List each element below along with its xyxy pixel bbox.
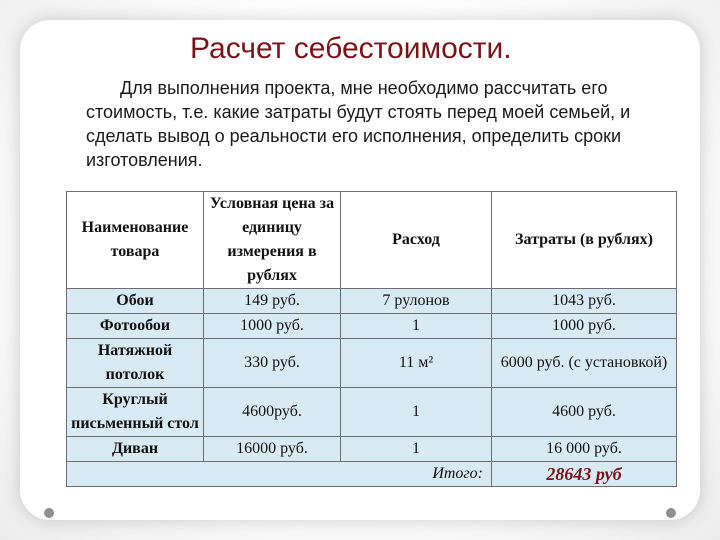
- table-row: [67, 437, 677, 462]
- table-total-row: [67, 462, 677, 487]
- slide-title: Расчет себестоимости.: [190, 32, 512, 65]
- cell-quantity: 1: [341, 388, 492, 437]
- cell-item-name: Натяжной потолок: [67, 339, 204, 388]
- table-row: [67, 339, 677, 388]
- total-label: Итого:: [67, 462, 492, 487]
- cell-cost: 4600 руб.: [492, 388, 677, 437]
- cell-unit-price: 1000 руб.: [204, 314, 341, 339]
- cell-item-name: Обои: [67, 289, 204, 314]
- cell-quantity: 1: [341, 314, 492, 339]
- header-unit-price: Условная цена за единицу измерения в рублях: [204, 192, 341, 289]
- cell-cost: 16 000 руб.: [492, 437, 677, 462]
- cell-item-name: Диван: [67, 437, 204, 462]
- cost-table: [66, 191, 677, 487]
- cell-quantity: 1: [341, 437, 492, 462]
- cell-item-name: Фотообои: [67, 314, 204, 339]
- slide-footer-dots: [44, 508, 676, 524]
- total-value: 28643 руб: [492, 462, 677, 487]
- cell-quantity: 7 рулонов: [341, 289, 492, 314]
- cell-unit-price: 16000 руб.: [204, 437, 341, 462]
- cell-cost: 1043 руб.: [492, 289, 677, 314]
- table-row: [67, 289, 677, 314]
- intro-paragraph: Для выполнения проекта, мне необходимо рассчитать его стоимость, т.е. какие затраты будут стоять перед моей семьей, и сделать вывод о реальности его исполнения, определить сроки изготовления.: [86, 78, 631, 170]
- header-cost: Затраты (в рублях): [492, 192, 677, 289]
- cost-table-container: [66, 191, 672, 487]
- cell-unit-price: 4600руб.: [204, 388, 341, 437]
- table-row: [67, 314, 677, 339]
- cell-cost: 1000 руб.: [492, 314, 677, 339]
- cell-cost: 6000 руб. (с установкой): [492, 339, 677, 388]
- cell-unit-price: 330 руб.: [204, 339, 341, 388]
- table-header-row: [67, 192, 677, 289]
- cell-unit-price: 149 руб.: [204, 289, 341, 314]
- cell-quantity: 11 м²: [341, 339, 492, 388]
- cell-item-name: Круглый письменный стол: [67, 388, 204, 437]
- header-quantity: Расход: [341, 192, 492, 289]
- footer-dot-left-icon: [44, 508, 54, 518]
- header-item-name: Наименование товара: [67, 192, 204, 289]
- table-row: [67, 388, 677, 437]
- footer-dot-right-icon: [666, 508, 676, 518]
